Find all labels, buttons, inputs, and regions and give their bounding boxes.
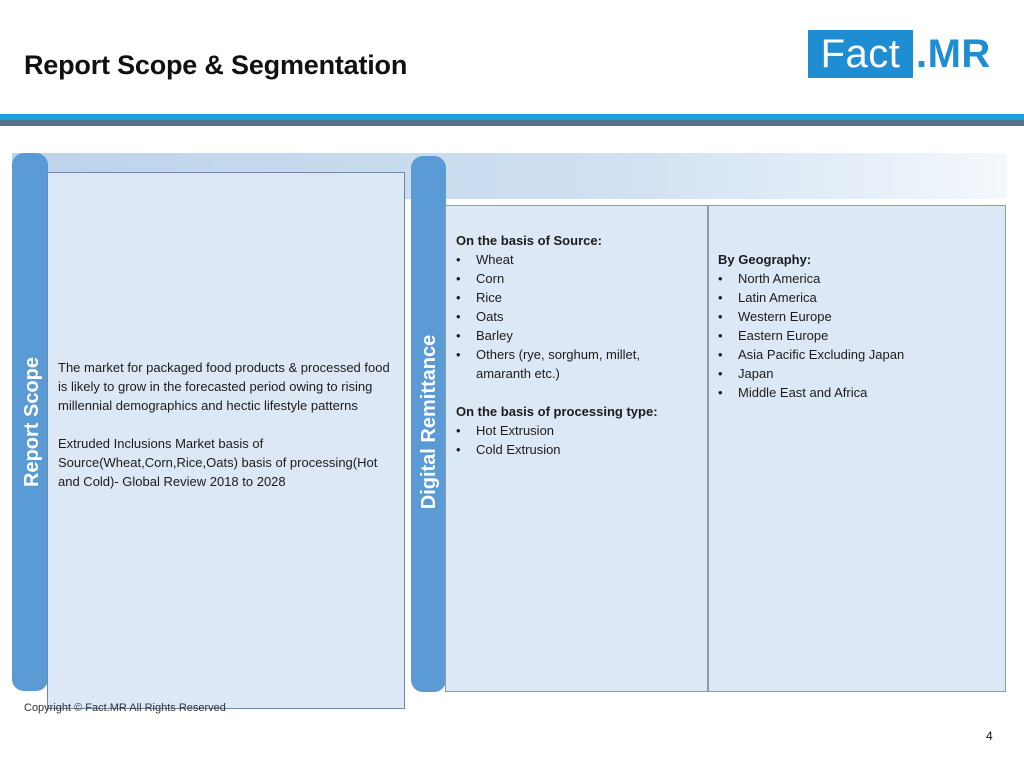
list-item: • North America — [718, 271, 821, 286]
processing-list — [456, 421, 701, 459]
segmentation-column-geography — [718, 250, 998, 402]
list-item: • Eastern Europe — [718, 328, 829, 343]
processing-heading: On the basis of processing type: — [456, 404, 658, 419]
list-item: • Others (rye, sorghum, millet, — [456, 347, 640, 362]
list-item: • Corn — [456, 271, 505, 286]
digital-remittance-label: Digital Remittance — [418, 334, 440, 510]
page-title: Report Scope & Segmentation — [24, 50, 408, 80]
list-item: • Barley — [456, 328, 513, 343]
geography-heading: By Geography: — [718, 252, 812, 267]
scope-paragraph-2: Extruded Inclusions Market basis of Source(Wheat,Corn,Rice,Oats) basis of processing(Hot and Cold)- Global Review 2018 to 2028 — [58, 436, 378, 489]
list-item-continuation: amaranth etc.) — [476, 366, 560, 381]
header-rule-slate — [0, 120, 1024, 126]
scope-paragraph-1: The market for packaged food products & processed food is likely to grow in the forecasted period owing to rising millennial demographics and hectic lifestyle patterns — [58, 360, 390, 413]
source-list — [456, 250, 701, 383]
logo-box-text: Fact — [808, 30, 913, 78]
fact-mr-logo — [808, 30, 991, 78]
page-number: 4 — [986, 729, 993, 743]
report-scope-text — [58, 358, 398, 491]
geography-list — [718, 269, 998, 402]
logo-rest-text: .MR — [916, 31, 991, 76]
report-scope-label: Report Scope — [21, 356, 43, 487]
list-item: • Cold Extrusion — [456, 442, 561, 457]
list-item: • Asia Pacific Excluding Japan — [718, 347, 905, 362]
list-item: • Wheat — [456, 252, 514, 267]
list-item: • Rice — [456, 290, 503, 305]
segmentation-column-source — [456, 231, 701, 459]
list-item: • Latin America — [718, 290, 817, 305]
list-item: • Oats — [456, 309, 504, 324]
source-heading: On the basis of Source: — [456, 233, 602, 248]
list-item: • Hot Extrusion — [456, 423, 555, 438]
segmentation-divider — [707, 205, 709, 692]
list-item: • Western Europe — [718, 309, 832, 324]
list-item: • Middle East and Africa — [718, 385, 868, 400]
copyright-text: Copyright © Fact.MR All Rights Reserved — [24, 702, 226, 714]
list-item: • Japan — [718, 366, 774, 381]
